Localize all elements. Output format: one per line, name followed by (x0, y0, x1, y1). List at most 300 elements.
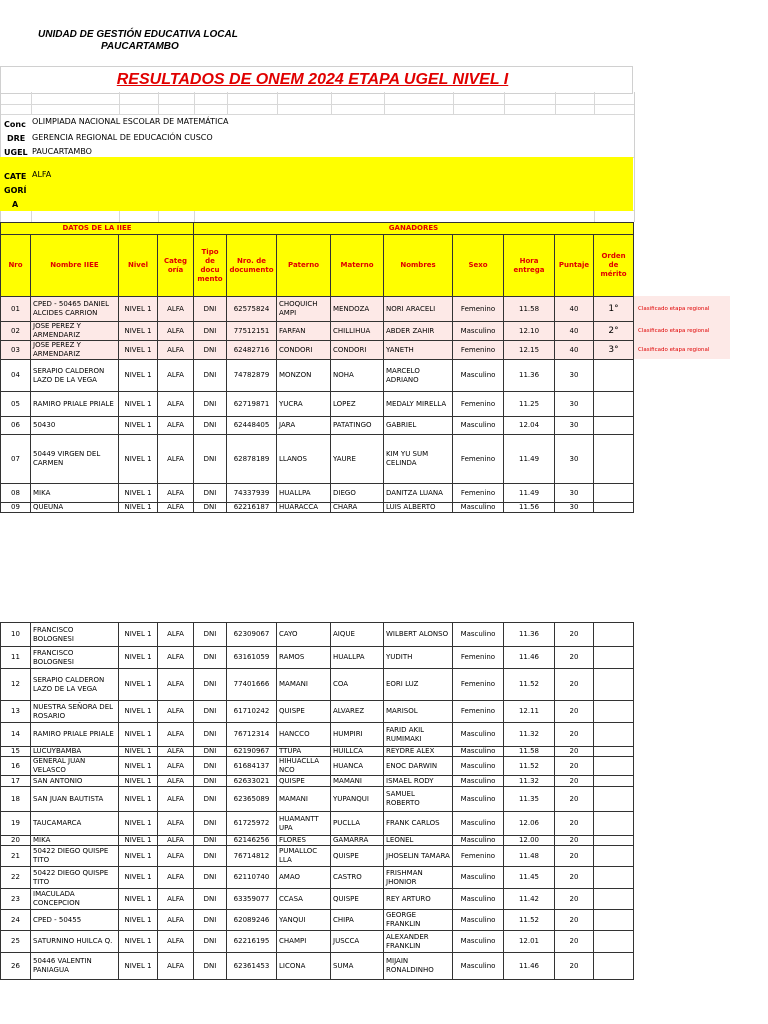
cell-materno: QUISPE (331, 889, 384, 910)
cell-hora: 11.58 (504, 297, 555, 322)
cell-categoria: ALFA (158, 812, 194, 836)
cell-nro: 13 (1, 701, 31, 723)
cell-sexo: Femenino (453, 669, 504, 701)
table-row (1, 360, 634, 392)
cell-nivel: NIVEL 1 (119, 669, 158, 701)
cell-tipo-doc: DNI (194, 723, 227, 747)
results-table-page-2 (0, 622, 634, 980)
cell-materno: QUISPE (331, 846, 384, 867)
table-row (1, 341, 634, 360)
cell-nivel: NIVEL 1 (119, 812, 158, 836)
cell-hora: 11.46 (504, 647, 555, 669)
cell-materno: CHARA (331, 503, 384, 513)
title-cell (0, 66, 633, 94)
cell-hora: 11.36 (504, 623, 555, 647)
cell-paterno: RAMOS (277, 647, 331, 669)
cell-sexo: Masculino (453, 747, 504, 757)
cell-sexo: Masculino (453, 322, 504, 341)
ugel-value: PAUCARTAMBO (32, 147, 92, 156)
group-iiee: DATOS DE LA IIEE (1, 223, 194, 235)
cell-sexo: Masculino (453, 931, 504, 953)
cell-nivel: NIVEL 1 (119, 322, 158, 341)
cell-nombres: SAMUEL ROBERTO (384, 787, 453, 812)
table-row (1, 889, 634, 910)
cell-nivel: NIVEL 1 (119, 417, 158, 435)
cell-nombre-iiee: SATURNINO HUILCA Q. (31, 931, 119, 953)
cell-nombre-iiee: SERAPIO CALDERON LAZO DE LA VEGA (31, 669, 119, 701)
cell-paterno: CAYO (277, 623, 331, 647)
cell-materno: HUALLPA (331, 647, 384, 669)
cell-sexo: Femenino (453, 435, 504, 484)
cell-sexo: Masculino (453, 812, 504, 836)
cell-nro-doc: 76714812 (227, 846, 277, 867)
cell-nro: 01 (1, 297, 31, 322)
cell-nivel: NIVEL 1 (119, 931, 158, 953)
cell-nivel: NIVEL 1 (119, 953, 158, 980)
cell-materno: CASTRO (331, 867, 384, 889)
cell-nombres: EORI LUZ (384, 669, 453, 701)
cell-nombres: LEONEL (384, 836, 453, 846)
cell-hora: 11.45 (504, 867, 555, 889)
category-label-1: CATE (4, 172, 27, 181)
cell-orden (594, 846, 634, 867)
cell-orden (594, 701, 634, 723)
cell-nombres: ALEXANDER FRANKLIN (384, 931, 453, 953)
cell-hora: 12.01 (504, 931, 555, 953)
table-row (1, 723, 634, 747)
cell-sexo: Femenino (453, 297, 504, 322)
cell-nivel: NIVEL 1 (119, 503, 158, 513)
cell-tipo-doc: DNI (194, 484, 227, 503)
cell-orden: 1° (594, 297, 634, 322)
col-nombres: Nombres (384, 235, 453, 297)
cell-categoria: ALFA (158, 392, 194, 417)
cell-nro: 16 (1, 757, 31, 776)
cell-hora: 12.15 (504, 341, 555, 360)
cell-nombre-iiee: SAN ANTONIO (31, 776, 119, 787)
classified-note: Clasificado etapa regional (634, 296, 730, 321)
cell-orden (594, 647, 634, 669)
cell-nivel: NIVEL 1 (119, 867, 158, 889)
cell-hora: 12.06 (504, 812, 555, 836)
cell-sexo: Masculino (453, 910, 504, 931)
cell-hora: 11.52 (504, 757, 555, 776)
col-categoria: Categ oría (158, 235, 194, 297)
table-row (1, 701, 634, 723)
cell-categoria: ALFA (158, 787, 194, 812)
cell-categoria: ALFA (158, 931, 194, 953)
cell-nombres: ENOC DARWIN (384, 757, 453, 776)
col-puntaje: Puntaje (555, 235, 594, 297)
cell-materno: YUPANQUI (331, 787, 384, 812)
cell-orden: 2° (594, 322, 634, 341)
cell-sexo: Masculino (453, 889, 504, 910)
cell-tipo-doc: DNI (194, 417, 227, 435)
cell-orden (594, 360, 634, 392)
cell-paterno: CHAMPI (277, 931, 331, 953)
group-winners: GANADORES (194, 223, 634, 235)
cell-nro: 06 (1, 417, 31, 435)
cell-nro-doc: 74337939 (227, 484, 277, 503)
cell-puntaje: 30 (555, 417, 594, 435)
cell-nombre-iiee: RAMIRO PRIALE PRIALE (31, 723, 119, 747)
cell-categoria: ALFA (158, 360, 194, 392)
cell-nivel: NIVEL 1 (119, 836, 158, 846)
cell-tipo-doc: DNI (194, 322, 227, 341)
cell-paterno: LLANOS (277, 435, 331, 484)
cell-puntaje: 20 (555, 953, 594, 980)
cell-categoria: ALFA (158, 723, 194, 747)
cell-nombre-iiee: 50422 DIEGO QUISPE TITO (31, 846, 119, 867)
cell-materno: CHIPA (331, 910, 384, 931)
cell-nro-doc: 74782879 (227, 360, 277, 392)
cell-nro-doc: 62216195 (227, 931, 277, 953)
cell-nombre-iiee: 50446 VALENTIN PANIAGUA (31, 953, 119, 980)
cell-puntaje: 30 (555, 360, 594, 392)
cell-categoria: ALFA (158, 669, 194, 701)
cell-categoria: ALFA (158, 435, 194, 484)
cell-paterno: MONZON (277, 360, 331, 392)
cell-categoria: ALFA (158, 867, 194, 889)
cell-nombres: MEDALY MIRELLA (384, 392, 453, 417)
cell-materno: PATATINGO (331, 417, 384, 435)
cell-nro: 20 (1, 836, 31, 846)
cell-sexo: Masculino (453, 867, 504, 889)
cell-orden (594, 776, 634, 787)
cell-nombres: DANITZA LUANA (384, 484, 453, 503)
table-row (1, 623, 634, 647)
info-block (0, 114, 633, 214)
cell-nro: 08 (1, 484, 31, 503)
cell-materno: CHILLIHUA (331, 322, 384, 341)
cell-sexo: Femenino (453, 647, 504, 669)
cell-nombres: ABDER ZAHIR (384, 322, 453, 341)
cell-hora: 11.25 (504, 392, 555, 417)
cell-nro: 05 (1, 392, 31, 417)
cell-nivel: NIVEL 1 (119, 889, 158, 910)
cell-tipo-doc: DNI (194, 503, 227, 513)
cell-materno: HUILLCA (331, 747, 384, 757)
cell-nro-doc: 63359077 (227, 889, 277, 910)
cell-nombre-iiee: CPED - 50465 DANIEL ALCIDES CARRION (31, 297, 119, 322)
cell-tipo-doc: DNI (194, 341, 227, 360)
cell-tipo-doc: DNI (194, 747, 227, 757)
cell-paterno: TTUPA (277, 747, 331, 757)
cell-tipo-doc: DNI (194, 435, 227, 484)
cell-tipo-doc: DNI (194, 910, 227, 931)
conc-label: Conc (4, 120, 26, 129)
cell-nro-doc: 76712314 (227, 723, 277, 747)
cell-orden (594, 867, 634, 889)
table-row (1, 812, 634, 836)
cell-orden (594, 484, 634, 503)
cell-nombre-iiee: JOSE PEREZ Y ARMENDARIZ (31, 322, 119, 341)
column-header-row (1, 235, 634, 297)
cell-nombres: MARCELO ADRIANO (384, 360, 453, 392)
cell-nro-doc: 61684137 (227, 757, 277, 776)
table-row (1, 322, 634, 341)
cell-nro-doc: 62448405 (227, 417, 277, 435)
cell-categoria: ALFA (158, 910, 194, 931)
cell-tipo-doc: DNI (194, 392, 227, 417)
cell-categoria: ALFA (158, 484, 194, 503)
cell-puntaje: 20 (555, 776, 594, 787)
cell-orden (594, 623, 634, 647)
cell-nivel: NIVEL 1 (119, 757, 158, 776)
cell-sexo: Masculino (453, 953, 504, 980)
cell-nombres: GABRIEL (384, 417, 453, 435)
cell-nombre-iiee: RAMIRO PRIALE PRIALE (31, 392, 119, 417)
col-nivel: Nivel (119, 235, 158, 297)
cell-paterno: FARFAN (277, 322, 331, 341)
cell-nombres: FARID AKIL RUMIMAKI (384, 723, 453, 747)
cell-puntaje: 20 (555, 647, 594, 669)
cell-nivel: NIVEL 1 (119, 435, 158, 484)
cell-nombres: MIJAIN RONALDINHO (384, 953, 453, 980)
cell-puntaje: 20 (555, 723, 594, 747)
cell-nombres: JHOSELIN TAMARA (384, 846, 453, 867)
cell-paterno: YUCRA (277, 392, 331, 417)
cell-nivel: NIVEL 1 (119, 723, 158, 747)
cell-nombres: ISMAEL RODY (384, 776, 453, 787)
cell-categoria: ALFA (158, 417, 194, 435)
table-row (1, 836, 634, 846)
cell-orden (594, 669, 634, 701)
classified-note: Clasificado etapa regional (634, 321, 730, 340)
cell-nro-doc: 62361453 (227, 953, 277, 980)
cell-materno: MENDOZA (331, 297, 384, 322)
table-row (1, 867, 634, 889)
cell-nombres: GEORGE FRANKLIN (384, 910, 453, 931)
cell-nivel: NIVEL 1 (119, 910, 158, 931)
cell-nombre-iiee: FRANCISCO BOLOGNESI (31, 623, 119, 647)
cell-tipo-doc: DNI (194, 953, 227, 980)
cell-hora: 11.36 (504, 360, 555, 392)
cell-nivel: NIVEL 1 (119, 297, 158, 322)
cell-nivel: NIVEL 1 (119, 787, 158, 812)
cell-nivel: NIVEL 1 (119, 392, 158, 417)
cell-nombre-iiee: JOSE PEREZ Y ARMENDARIZ (31, 341, 119, 360)
cell-paterno: QUISPE (277, 776, 331, 787)
cell-sexo: Femenino (453, 484, 504, 503)
cell-nro-doc: 62575824 (227, 297, 277, 322)
cell-hora: 11.49 (504, 435, 555, 484)
cell-nombre-iiee: CPED - 50455 (31, 910, 119, 931)
cell-materno: CONDORI (331, 341, 384, 360)
cell-materno: GAMARRA (331, 836, 384, 846)
category-value: ALFA (32, 170, 52, 179)
cell-hora: 11.49 (504, 484, 555, 503)
cell-tipo-doc: DNI (194, 836, 227, 846)
cell-orden (594, 889, 634, 910)
table-row (1, 910, 634, 931)
cell-nombre-iiee: SERAPIO CALDERON LAZO DE LA VEGA (31, 360, 119, 392)
cell-puntaje: 20 (555, 623, 594, 647)
table-row (1, 846, 634, 867)
table-row (1, 669, 634, 701)
cell-categoria: ALFA (158, 953, 194, 980)
cell-sexo: Masculino (453, 623, 504, 647)
cell-tipo-doc: DNI (194, 623, 227, 647)
cell-hora: 12.10 (504, 322, 555, 341)
table-row (1, 776, 634, 787)
cell-tipo-doc: DNI (194, 776, 227, 787)
cell-nro-doc: 61725972 (227, 812, 277, 836)
cell-hora: 11.52 (504, 910, 555, 931)
table-row (1, 417, 634, 435)
cell-nivel: NIVEL 1 (119, 701, 158, 723)
cell-tipo-doc: DNI (194, 297, 227, 322)
cell-paterno: AMAO (277, 867, 331, 889)
cell-nombres: REYDRE ALEX (384, 747, 453, 757)
cell-categoria: ALFA (158, 647, 194, 669)
cell-nro: 25 (1, 931, 31, 953)
cell-nro: 22 (1, 867, 31, 889)
cell-categoria: ALFA (158, 836, 194, 846)
cell-sexo: Masculino (453, 417, 504, 435)
cell-nro-doc: 62719871 (227, 392, 277, 417)
cell-nro: 15 (1, 747, 31, 757)
cell-nro: 18 (1, 787, 31, 812)
dre-value: GERENCIA REGIONAL DE EDUCACIÓN CUSCO (32, 133, 213, 142)
cell-hora: 11.52 (504, 669, 555, 701)
cell-orden: 3° (594, 341, 634, 360)
cell-categoria: ALFA (158, 623, 194, 647)
cell-nivel: NIVEL 1 (119, 846, 158, 867)
col-hora: Hora entrega (504, 235, 555, 297)
cell-nro: 02 (1, 322, 31, 341)
table-row (1, 435, 634, 484)
cell-hora: 11.46 (504, 953, 555, 980)
cell-hora: 11.58 (504, 747, 555, 757)
results-table-page-1 (0, 222, 634, 513)
cell-nro-doc: 61710242 (227, 701, 277, 723)
cell-sexo: Masculino (453, 776, 504, 787)
cell-puntaje: 40 (555, 297, 594, 322)
table-row (1, 953, 634, 980)
cell-tipo-doc: DNI (194, 669, 227, 701)
col-paterno: Paterno (277, 235, 331, 297)
cell-puntaje: 20 (555, 757, 594, 776)
cell-orden (594, 953, 634, 980)
cell-puntaje: 20 (555, 787, 594, 812)
cell-materno: SUMA (331, 953, 384, 980)
cell-puntaje: 30 (555, 484, 594, 503)
table-row (1, 484, 634, 503)
organization-header (38, 29, 248, 53)
cell-hora: 12.04 (504, 417, 555, 435)
cell-sexo: Masculino (453, 836, 504, 846)
cell-sexo: Masculino (453, 723, 504, 747)
col-sexo: Sexo (453, 235, 504, 297)
cell-categoria: ALFA (158, 322, 194, 341)
cell-nro-doc: 77512151 (227, 322, 277, 341)
org-line-1: UNIDAD DE GESTIÓN EDUCATIVA LOCAL (38, 29, 238, 40)
cell-nro-doc: 62216187 (227, 503, 277, 513)
table-row (1, 503, 634, 513)
cell-nombre-iiee: 50430 (31, 417, 119, 435)
cell-tipo-doc: DNI (194, 846, 227, 867)
cell-nro: 19 (1, 812, 31, 836)
cell-orden (594, 812, 634, 836)
cell-tipo-doc: DNI (194, 889, 227, 910)
cell-paterno: HUAMANTT UPA (277, 812, 331, 836)
cell-nombres: MARISOL (384, 701, 453, 723)
cell-categoria: ALFA (158, 701, 194, 723)
cell-nro: 17 (1, 776, 31, 787)
cell-puntaje: 40 (555, 341, 594, 360)
cell-paterno: CCASA (277, 889, 331, 910)
ugel-label: UGEL (4, 148, 28, 157)
cell-nombre-iiee: GENERAL JUAN VELASCO (31, 757, 119, 776)
col-nro-doc: Nro. de documento (227, 235, 277, 297)
cell-nombres: NORI ARACELI (384, 297, 453, 322)
cell-nombre-iiee: MIKA (31, 836, 119, 846)
cell-materno: ALVAREZ (331, 701, 384, 723)
cell-tipo-doc: DNI (194, 931, 227, 953)
cell-nro-doc: 62146256 (227, 836, 277, 846)
cell-sexo: Masculino (453, 503, 504, 513)
cell-orden (594, 757, 634, 776)
cell-nro: 04 (1, 360, 31, 392)
cell-sexo: Masculino (453, 360, 504, 392)
cell-nro: 24 (1, 910, 31, 931)
cell-nro-doc: 62365089 (227, 787, 277, 812)
cell-nombre-iiee: NUESTRA SEÑORA DEL ROSARIO (31, 701, 119, 723)
cell-nro: 09 (1, 503, 31, 513)
cell-paterno: HUALLPA (277, 484, 331, 503)
cell-categoria: ALFA (158, 846, 194, 867)
cell-nombres: REY ARTURO (384, 889, 453, 910)
cell-tipo-doc: DNI (194, 647, 227, 669)
cell-puntaje: 20 (555, 669, 594, 701)
cell-orden (594, 910, 634, 931)
cell-hora: 11.56 (504, 503, 555, 513)
cell-materno: COA (331, 669, 384, 701)
cell-nro-doc: 63161059 (227, 647, 277, 669)
cell-hora: 12.00 (504, 836, 555, 846)
cell-categoria: ALFA (158, 776, 194, 787)
cell-hora: 11.32 (504, 776, 555, 787)
cell-sexo: Femenino (453, 392, 504, 417)
col-nombre-iiee: Nombre IIEE (31, 235, 119, 297)
cell-materno: JUSCCA (331, 931, 384, 953)
cell-categoria: ALFA (158, 503, 194, 513)
cell-paterno: HANCCO (277, 723, 331, 747)
cell-orden (594, 392, 634, 417)
classified-note: Clasificado etapa regional (634, 340, 730, 359)
cell-puntaje: 20 (555, 931, 594, 953)
cell-nivel: NIVEL 1 (119, 747, 158, 757)
cell-orden (594, 503, 634, 513)
cell-orden (594, 836, 634, 846)
cell-paterno: JARA (277, 417, 331, 435)
cell-puntaje: 30 (555, 503, 594, 513)
cell-materno: DIEGO (331, 484, 384, 503)
cell-nombres: YANETH (384, 341, 453, 360)
cell-nro-doc: 62482716 (227, 341, 277, 360)
cell-puntaje: 40 (555, 322, 594, 341)
cell-paterno: FLORES (277, 836, 331, 846)
cell-hora: 12.11 (504, 701, 555, 723)
category-label-3: A (12, 200, 19, 209)
cell-nombres: WILBERT ALONSO (384, 623, 453, 647)
cell-materno: NOHA (331, 360, 384, 392)
page-title: RESULTADOS DE ONEM 2024 ETAPA UGEL NIVEL I (116, 71, 509, 88)
cell-paterno: QUISPE (277, 701, 331, 723)
cell-materno: LOPEZ (331, 392, 384, 417)
table-row (1, 931, 634, 953)
